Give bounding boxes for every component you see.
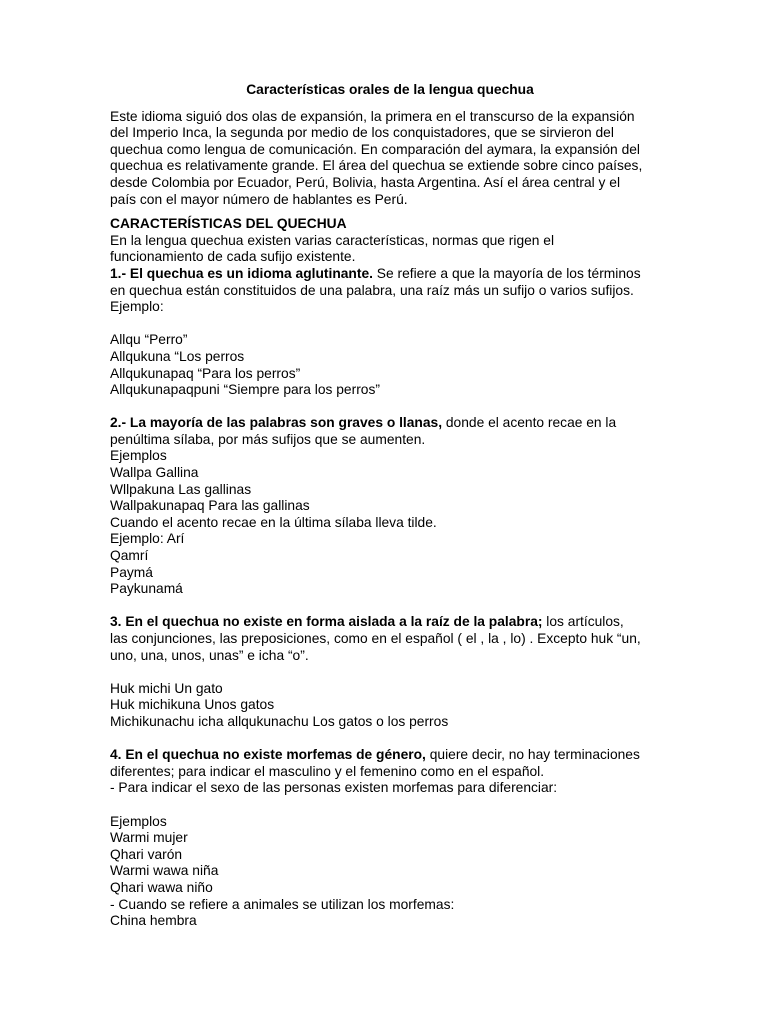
point-3-line: uno, una, unos, unas” e icha “o”. [110,647,309,663]
section-intro-line: En la lengua quechua existen varias características, normas que rigen el [110,232,555,248]
point-1-example: Allqukuna “Los perros [110,348,245,364]
point-1-heading: 1.- El quechua es un idioma aglutinante. Se refiere a que la mayoría de los términos [110,265,641,281]
section-intro-line: funcionamiento de cada sufijo existente. [110,249,356,265]
point-4-line: Qhari wawa niño [110,879,213,895]
intro-line: quechua como lengua de comunicación. En comparación del aymara, la expansión del [110,141,640,157]
point-4-heading: 4. En el quechua no existe morfemas de género, quiere decir, no hay terminaciones [110,747,640,763]
intro-line: país con el mayor número de hablantes es Perú. [110,191,408,207]
point-4-line: - Cuando se refiere a animales se utilizan los morfemas: [110,896,455,912]
point-4-line: Ejemplos [110,813,167,829]
point-2-line: Qamrí [110,548,149,564]
point-2-line: Wallpa Gallina [110,465,199,481]
point-4-line: - Para indicar el sexo de las personas existen morfemas para diferenciar: [110,780,558,796]
point-2-line: Wllpakuna Las gallinas [110,481,252,497]
point-1-example: Allqukunapaq “Para los perros” [110,365,301,381]
point-4-line: Warmi mujer [110,830,188,846]
point-1-example: Allqukunapaqpuni “Siempre para los perros” [110,382,380,398]
point-1-example: Allqu “Perro” [110,332,188,348]
point-4-line: Warmi wawa niña [110,863,219,879]
point-4-line: Qhari varón [110,846,183,862]
point-2-heading: 2.- La mayoría de las palabras son graves o llanas, donde el acento recae en la [110,415,617,431]
point-4-line: China hembra [110,913,197,929]
point-3-example: Huk michi Un gato [110,680,223,696]
document-title: Características orales de la lengua quechua [246,82,534,97]
point-4-line: diferentes; para indicar el masculino y el femenino como en el español. [110,763,545,779]
point-3-line: las conjunciones, las preposiciones, como en el español ( el , la , lo) . Excepto huk “un, [110,631,641,646]
point-1-example-label: Ejemplo: [110,299,164,315]
point-3-example: Huk michikuna Unos gatos [110,697,275,713]
section-heading: CARACTERÍSTICAS DEL QUECHUA [110,216,347,232]
point-3-example: Michikunachu icha allqukunachu Los gatos o los perros [110,713,449,729]
point-2-line: Paymá [110,564,153,580]
point-2-line: Cuando el acento recae en la última sílaba lleva tilde. [110,514,437,530]
point-2-line: Ejemplo: Arí [110,531,185,547]
point-2-line: penúltima sílaba, por más sufijos que se aumenten. [110,431,426,447]
point-2-line: Ejemplos [110,448,167,464]
document-page [110,82,670,930]
intro-line: quechua es relativamente grande. El área del quechua se extiende sobre cinco países, [110,158,643,174]
point-2-line: Paykunamá [110,581,183,597]
point-2-line: Wallpakunapaq Para las gallinas [110,498,310,514]
intro-line: del Imperio Inca, la segunda por medio de los conquistadores, que se sirvieron del [110,125,614,141]
point-1-line: en quechua están constituidos de una palabra, una raíz más un sufijo o varios sufijos. [110,282,634,298]
intro-line: desde Colombia por Ecuador, Perú, Bolivia, hasta Argentina. Así el área central y el [110,174,621,190]
intro-line: Este idioma siguió dos olas de expansión, la primera en el transcurso de la expansión [110,108,635,124]
intro-paragraph [110,109,670,209]
point-3-heading: 3. En el quechua no existe en forma aislada a la raíz de la palabra; los artículos, [110,614,624,630]
